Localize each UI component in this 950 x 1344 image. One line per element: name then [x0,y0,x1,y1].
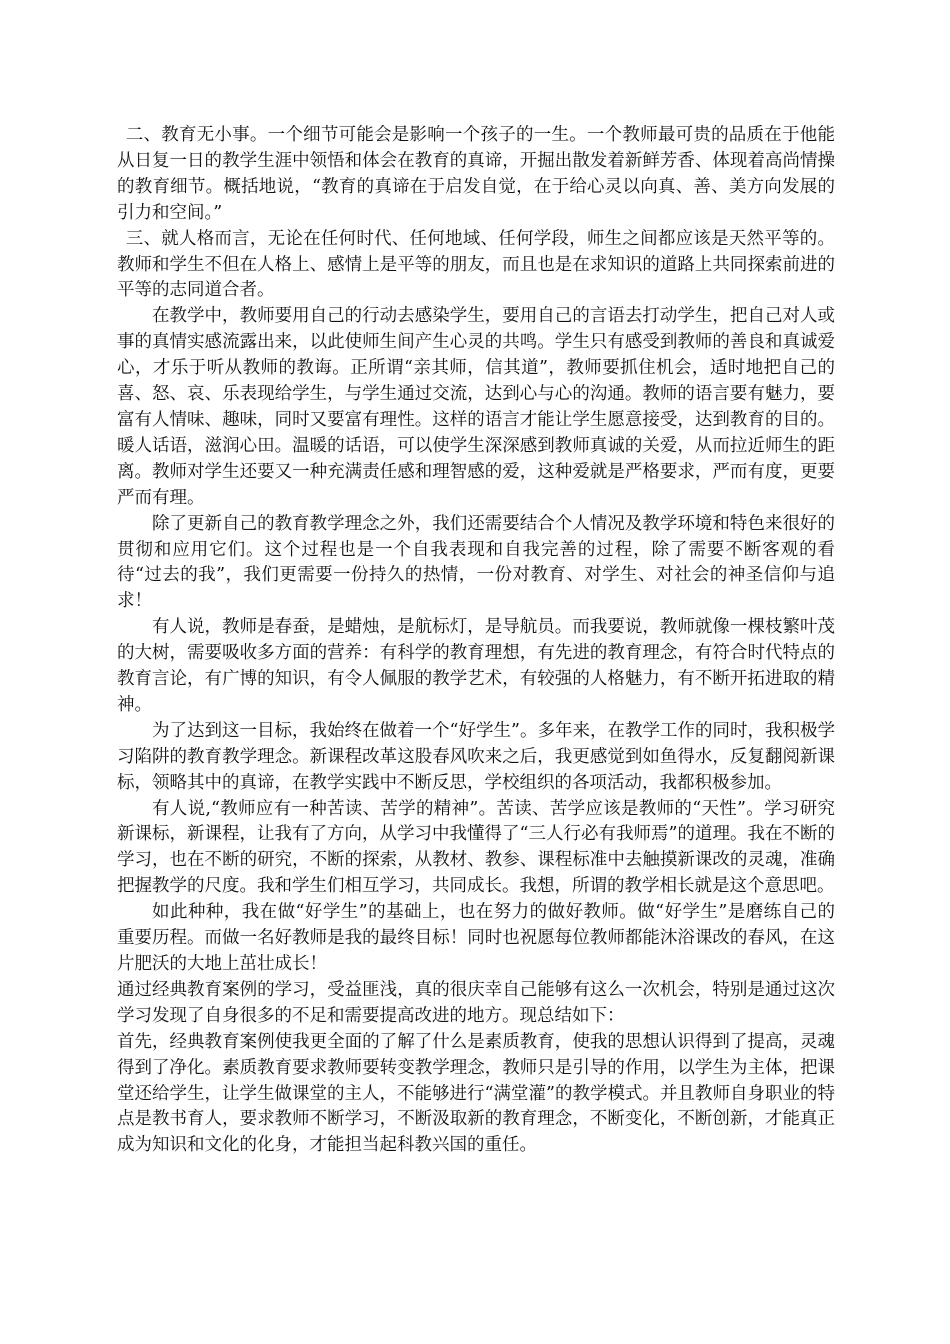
paragraph-good-student: 为了达到这一目标，我始终在做着一个“好学生”。多年来，在教学工作的同时，我积极学习陷阱的教育教学理念。新课程改革这股春风吹来之后，我更感觉到如鱼得水，反复翻阅新课标，领略其中的真谛，在教学实践中不断反思，学校组织的各项活动，我都积极参加。 [117,720,835,793]
paragraph-hard-study: 有人说,“教师应有一种苦读、苦学的精神”。苦读、苦学应该是教师的“天性”。学习研究新课标，新课程，让我有了方向，从学习中我懂得了“三人行必有我师焉”的道理。我在不断的学习，也在不断的研究，不断的探索，从教材、教参、课程标准中去触摸新课改的灵魂，准确把握教学的尺度。我和学生们相互学习，共同成长。我想，所谓的教学相长就是这个意思吧。 [117,798,835,897]
paragraph-good-teacher: 如此种种，我在做“好学生”的基础上，也在努力的做好教师。做“好学生”是磨练自己的重要历程。而做一名好教师是我的最终目标！同时也祝愿每位教师都能沐浴课改的春风，在这片肥沃的大地上茁壮成长！ [117,902,835,974]
paragraph-first-point: 首先，经典教育案例使我更全面的了解了什么是素质教育，使我的思想认识得到了提高，灵魂得到了净化。素质教育要求教师要转变教学理念，教师只是引导的作用，以学生为主体，把课堂还给学生，让学生做课堂的主人，不能够进行“满堂灌”的教学模式。并且教师自身职业的特点是教书育人，要求教师不断学习，不断汲取新的教育理念，不断变化，不断创新，才能真正成为知识和文化的化身，才能担当起科教兴国的重任。 [117,1031,835,1156]
paragraph-teaching-emotion: 在教学中，教师要用自己的行动去感染学生，要用自己的言语去打动学生，把自己对人或事的真情实感流露出来，以此使师生间产生心灵的共鸣。学生只有感受到教师的善良和真诚爱心，才乐于听从教师的教诲。正所谓“亲其师，信其道”，教师要抓住机会，适时地把自己的喜、怒、哀、乐表现给学生，与学生通过交流，达到心与心的沟通。教师的语言要有魅力，要富有人情味、趣味，同时又要富有理性。这样的语言才能让学生愿意接受，达到教育的目的。暖人话语，滋润心田。温暖的话语，可以使学生深深感到教师真诚的关爱，从而拉近师生的距离。教师对学生还要又一种充满责任感和理智感的爱，这种爱就是严格要求，严而有度，更要严而有理。 [117,306,835,508]
paragraph-summary-intro: 通过经典教育案例的学习，受益匪浅，真的很庆幸自己能够有这么一次机会，特别是通过这次学习发现了自身很多的不足和需要提高改进的地方。现总结如下： [117,979,835,1026]
paragraph-teacher-tree: 有人说，教师是春蚕，是蜡烛，是航标灯，是导航员。而我要说，教师就像一棵枝繁叶茂的大树，需要吸收多方面的营养：有科学的教育理想，有先进的教育理念，有符合时代特点的教育言论，有广博的知识，有令人佩服的教学艺术，有较强的人格魅力，有不断开拓进取的精神。 [117,617,835,715]
paragraph-point-three: 三、就人格而言，无论在任何时代、任何地域、任何学段，师生之间都应该是天然平等的。教师和学生不但在人格上、感情上是平等的朋友，而且也是在求知识的道路上共同探索前进的平等的志同道合者。 [117,228,835,301]
paragraph-point-two: 二、教育无小事。一个细节可能会是影响一个孩子的一生。一个教师最可贵的品质在于他能从日复一日的教学生涯中领悟和体会在教育的真谛，开掘出散发着新鲜芳香、体现着高尚情操的教育细节。概括地说，“教育的真谛在于启发自觉，在于给心灵以向真、善、美方向发展的引力和空间。” [117,125,835,223]
document-page [117,123,835,1159]
paragraph-update-ideas: 除了更新自己的教育教学理念之外，我们还需要结合个人情况及教学环境和特色来很好的贯彻和应用它们。这个过程也是一个自我表现和自我完善的过程，除了需要不断客观的看待“过去的我”，我们更需要一份持久的热情，一份对教育、对学生、对社会的神圣信仰与追求！ [117,513,835,612]
